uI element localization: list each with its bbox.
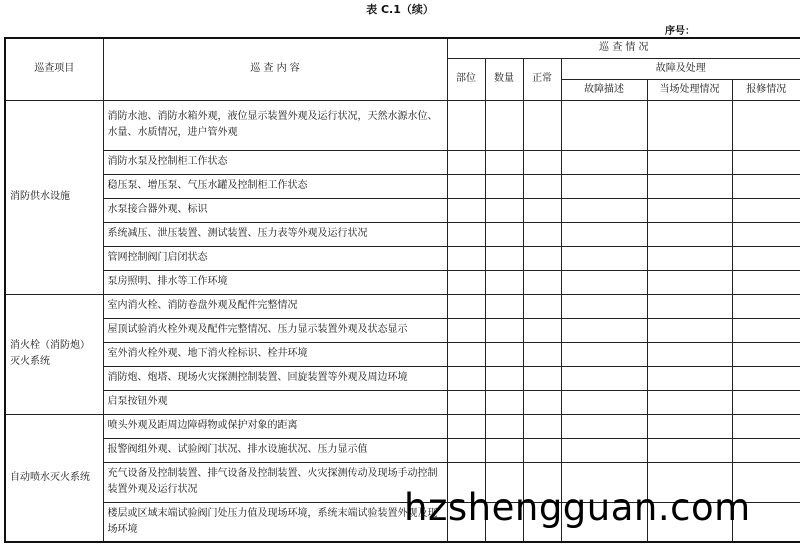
status-cell[interactable] bbox=[561, 150, 647, 174]
status-cell[interactable] bbox=[647, 390, 732, 414]
table-row bbox=[5, 246, 800, 270]
inspection-table bbox=[4, 37, 800, 543]
inspection-content: 泵房照明、排水等工作环境 bbox=[103, 270, 447, 294]
status-cell[interactable] bbox=[561, 414, 647, 438]
status-cell[interactable] bbox=[447, 318, 485, 342]
inspection-content: 报警阀组外观、试验阀门状况、排水设施状况、压力显示值 bbox=[103, 438, 447, 462]
inspection-content: 喷头外观及距周边障碍物或保护对象的距离 bbox=[103, 414, 447, 438]
status-cell[interactable] bbox=[447, 198, 485, 222]
inspection-content: 室外消火栓外观、地下消火栓标识、栓井环境 bbox=[103, 342, 447, 366]
status-cell[interactable] bbox=[523, 414, 561, 438]
status-cell[interactable] bbox=[447, 270, 485, 294]
status-cell[interactable] bbox=[647, 438, 732, 462]
inspection-content: 稳压泵、增压泵、气压水罐及控制柜工作状态 bbox=[103, 174, 447, 198]
status-cell[interactable] bbox=[485, 294, 523, 318]
inspection-item-name: 自动喷水灭火系统 bbox=[5, 414, 103, 542]
status-cell[interactable] bbox=[485, 342, 523, 366]
status-cell[interactable] bbox=[447, 174, 485, 198]
status-cell[interactable] bbox=[447, 294, 485, 318]
status-cell[interactable] bbox=[523, 294, 561, 318]
inspection-content: 楼层或区域末端试验阀门处压力值及现场环境，系统末端试验装置外观及现场环境 bbox=[103, 502, 447, 542]
status-cell[interactable] bbox=[561, 390, 647, 414]
status-cell[interactable] bbox=[485, 150, 523, 174]
inspection-content: 屋顶试验消火栓外观及配件完整情况、压力显示装置外观及状态显示 bbox=[103, 318, 447, 342]
status-cell[interactable] bbox=[647, 246, 732, 270]
status-cell[interactable] bbox=[561, 438, 647, 462]
inspection-content: 系统减压、泄压装置、测试装置、压力表等外观及运行状况 bbox=[103, 222, 447, 246]
status-cell[interactable] bbox=[561, 318, 647, 342]
status-cell[interactable] bbox=[732, 174, 800, 198]
table-row bbox=[5, 222, 800, 246]
status-cell[interactable] bbox=[732, 318, 800, 342]
status-cell[interactable] bbox=[732, 438, 800, 462]
status-cell[interactable] bbox=[523, 150, 561, 174]
header-repair: 报修情况 bbox=[732, 79, 800, 100]
status-cell[interactable] bbox=[485, 438, 523, 462]
table-row bbox=[5, 342, 800, 366]
status-cell[interactable] bbox=[647, 174, 732, 198]
status-cell[interactable] bbox=[447, 414, 485, 438]
inspection-content: 管网控制阀门启闭状态 bbox=[103, 246, 447, 270]
status-cell[interactable] bbox=[523, 100, 561, 150]
status-cell[interactable] bbox=[523, 390, 561, 414]
inspection-content: 室内消火栓、消防卷盘外观及配件完整情况 bbox=[103, 294, 447, 318]
status-cell[interactable] bbox=[561, 246, 647, 270]
inspection-content: 充气设备及控制装置、排气设备及控制装置、火灾探测传动及现场手动控制装置外观及运行状况 bbox=[103, 462, 447, 502]
status-cell[interactable] bbox=[523, 438, 561, 462]
status-cell[interactable] bbox=[523, 366, 561, 390]
status-cell[interactable] bbox=[647, 198, 732, 222]
table-row bbox=[5, 150, 800, 174]
status-cell[interactable] bbox=[647, 294, 732, 318]
table-row bbox=[5, 100, 800, 150]
status-cell[interactable] bbox=[647, 150, 732, 174]
status-cell[interactable] bbox=[647, 342, 732, 366]
status-cell[interactable] bbox=[523, 198, 561, 222]
status-cell[interactable] bbox=[732, 342, 800, 366]
status-cell[interactable] bbox=[561, 174, 647, 198]
inspection-content: 消防水池、消防水箱外观，液位显示装置外观及运行状况，天然水源水位、水量、水质情况，进户管外观 bbox=[103, 100, 447, 150]
status-cell[interactable] bbox=[447, 438, 485, 462]
table-row bbox=[5, 438, 800, 462]
table-row bbox=[5, 390, 800, 414]
header-content: 巡 查 内 容 bbox=[103, 38, 447, 100]
status-cell[interactable] bbox=[561, 222, 647, 246]
status-cell[interactable] bbox=[485, 174, 523, 198]
status-cell[interactable] bbox=[523, 222, 561, 246]
status-cell[interactable] bbox=[523, 174, 561, 198]
table-row bbox=[5, 414, 800, 438]
header-location: 部位 bbox=[447, 58, 485, 100]
status-cell[interactable] bbox=[732, 270, 800, 294]
status-cell[interactable] bbox=[523, 342, 561, 366]
status-cell[interactable] bbox=[732, 222, 800, 246]
watermark-text: hzshengguan.com bbox=[404, 486, 751, 529]
status-cell[interactable] bbox=[485, 318, 523, 342]
status-cell[interactable] bbox=[732, 294, 800, 318]
status-cell[interactable] bbox=[561, 366, 647, 390]
table-row bbox=[5, 270, 800, 294]
status-cell[interactable] bbox=[732, 150, 800, 174]
status-cell[interactable] bbox=[561, 198, 647, 222]
status-cell[interactable] bbox=[485, 198, 523, 222]
header-onsite: 当场处理情况 bbox=[647, 79, 732, 100]
header-fault: 故障及处理 bbox=[561, 58, 800, 79]
status-cell[interactable] bbox=[561, 342, 647, 366]
status-cell[interactable] bbox=[485, 246, 523, 270]
header-item: 巡查项目 bbox=[5, 38, 103, 100]
status-cell[interactable] bbox=[561, 294, 647, 318]
status-cell[interactable] bbox=[523, 246, 561, 270]
status-cell[interactable] bbox=[732, 366, 800, 390]
header-normal: 正常 bbox=[523, 58, 561, 100]
status-cell[interactable] bbox=[447, 150, 485, 174]
header-status: 巡 查 情 况 bbox=[447, 38, 800, 58]
status-cell[interactable] bbox=[485, 270, 523, 294]
status-cell[interactable] bbox=[732, 246, 800, 270]
table-row bbox=[5, 366, 800, 390]
status-cell[interactable] bbox=[647, 366, 732, 390]
status-cell[interactable] bbox=[485, 222, 523, 246]
inspection-content: 水泵接合器外观、标识 bbox=[103, 198, 447, 222]
status-cell[interactable] bbox=[647, 318, 732, 342]
status-cell[interactable] bbox=[647, 222, 732, 246]
status-cell[interactable] bbox=[561, 270, 647, 294]
status-cell[interactable] bbox=[732, 100, 800, 150]
header-fault-desc: 故障描述 bbox=[561, 79, 647, 100]
status-cell[interactable] bbox=[485, 366, 523, 390]
table-title: 表 C.1（续） bbox=[366, 3, 434, 16]
status-cell[interactable] bbox=[732, 414, 800, 438]
table-row bbox=[5, 294, 800, 318]
status-cell[interactable] bbox=[485, 414, 523, 438]
status-cell[interactable] bbox=[523, 318, 561, 342]
header-quantity: 数量 bbox=[485, 58, 523, 100]
status-cell[interactable] bbox=[485, 100, 523, 150]
inspection-content: 消防炮、炮塔、现场火灾探测控制装置、回旋装置等外观及周边环境 bbox=[103, 366, 447, 390]
inspection-content: 消防水泵及控制柜工作状态 bbox=[103, 150, 447, 174]
inspection-item-name: 消防供水设施 bbox=[5, 100, 103, 294]
status-cell[interactable] bbox=[447, 222, 485, 246]
inspection-item-name: 消火栓（消防炮）灭火系统 bbox=[5, 294, 103, 414]
status-cell[interactable] bbox=[447, 390, 485, 414]
status-cell[interactable] bbox=[561, 100, 647, 150]
status-cell[interactable] bbox=[647, 100, 732, 150]
status-cell[interactable] bbox=[647, 414, 732, 438]
table-row bbox=[5, 198, 800, 222]
serial-number-label: 序号： bbox=[665, 26, 695, 37]
status-cell[interactable] bbox=[447, 246, 485, 270]
status-cell[interactable] bbox=[447, 100, 485, 150]
table-row bbox=[5, 318, 800, 342]
status-cell[interactable] bbox=[523, 270, 561, 294]
status-cell[interactable] bbox=[447, 366, 485, 390]
inspection-content: 启泵按钮外观 bbox=[103, 390, 447, 414]
status-cell[interactable] bbox=[647, 270, 732, 294]
status-cell[interactable] bbox=[732, 198, 800, 222]
table-row bbox=[5, 174, 800, 198]
status-cell[interactable] bbox=[732, 390, 800, 414]
status-cell[interactable] bbox=[447, 342, 485, 366]
status-cell[interactable] bbox=[485, 390, 523, 414]
